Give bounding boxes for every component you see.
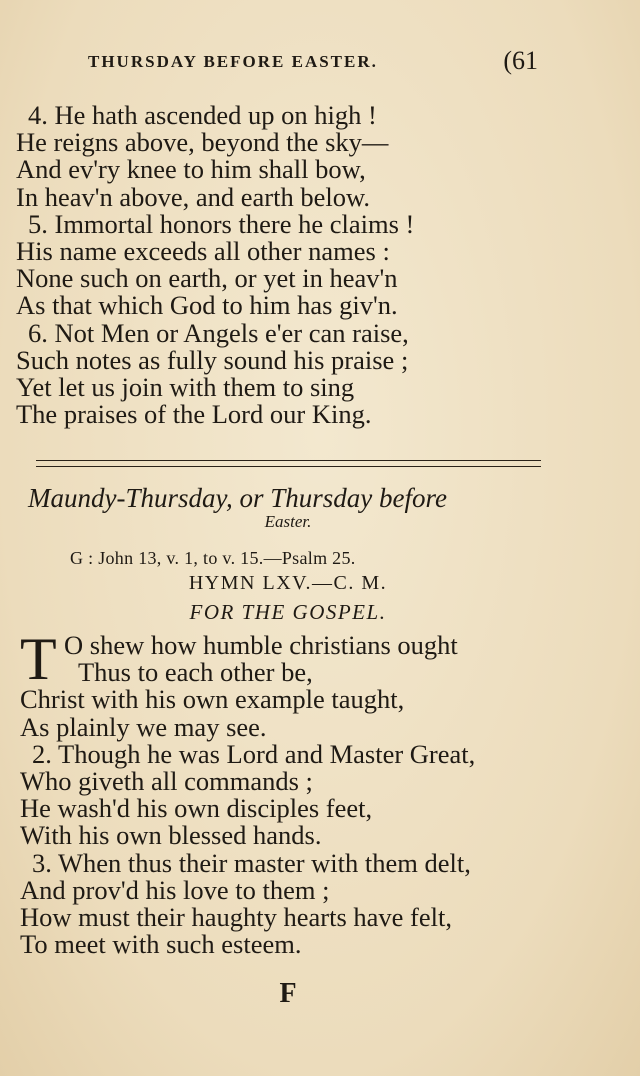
section-title-continuation: Easter. bbox=[264, 512, 312, 531]
verse-line: 2. Though he was Lord and Master Great, bbox=[32, 738, 476, 769]
page-number: (61 bbox=[503, 46, 538, 75]
verse-line: With his own blessed hands. bbox=[20, 820, 322, 851]
scripture-reading: G : John 13, v. 1, to v. 15.—Psalm 25. bbox=[70, 548, 356, 568]
verse-line: He wash'd his own disciples feet, bbox=[20, 793, 373, 824]
verse-line: 4. He hath ascended up on high ! bbox=[28, 100, 377, 130]
verse-line: 3. When thus their master with them delt, bbox=[32, 847, 471, 878]
verse-line: He reigns above, beyond the sky— bbox=[16, 127, 389, 158]
verse-line: Yet let us join with them to sing bbox=[16, 372, 355, 403]
hymn-subtitle: FOR THE GOSPEL. bbox=[189, 600, 387, 624]
verse-line: Who giveth all commands ; bbox=[20, 766, 313, 797]
verse-line: And prov'd his love to them ; bbox=[20, 874, 330, 905]
verse-line: 6. Not Men or Angels e'er can raise, bbox=[28, 317, 409, 348]
verse-line: None such on earth, or yet in heav'n bbox=[16, 263, 398, 294]
verse-line: In heav'n above, and earth below. bbox=[16, 181, 371, 212]
verse-line: As plainly we may see. bbox=[20, 711, 267, 742]
verse-line: And ev'ry knee to him shall bow, bbox=[16, 154, 366, 185]
verse-line: 5. Immortal honors there he claims ! bbox=[28, 208, 415, 239]
verse-line: Thus to each other be, bbox=[78, 657, 313, 688]
verse-line: The praises of the Lord our King. bbox=[16, 399, 372, 430]
page-header bbox=[88, 48, 600, 78]
verse-line: His name exceeds all other names : bbox=[16, 236, 390, 267]
verse-line: Christ with his own example taught, bbox=[20, 684, 405, 715]
verse-line: To meet with such esteem. bbox=[20, 929, 302, 960]
drop-cap: T bbox=[20, 626, 57, 692]
hymn-stanzas-continued bbox=[16, 102, 616, 428]
hymn-lxv bbox=[20, 626, 610, 960]
hymn-number: HYMN LXV.—C. M. bbox=[188, 572, 388, 594]
verse-line: As that which God to him has giv'n. bbox=[16, 290, 398, 321]
verse-line: Such notes as fully sound his praise ; bbox=[16, 344, 409, 375]
section-title: Maundy-Thursday, or Thursday before bbox=[28, 483, 447, 513]
signature-mark: F bbox=[279, 978, 297, 1009]
verse-line: How must their haughty hearts have felt, bbox=[20, 902, 452, 933]
running-head: THURSDAY BEFORE EASTER. bbox=[88, 52, 378, 71]
verse-line: O shew how humble christians ought bbox=[64, 630, 458, 660]
double-rule-divider bbox=[36, 460, 541, 467]
